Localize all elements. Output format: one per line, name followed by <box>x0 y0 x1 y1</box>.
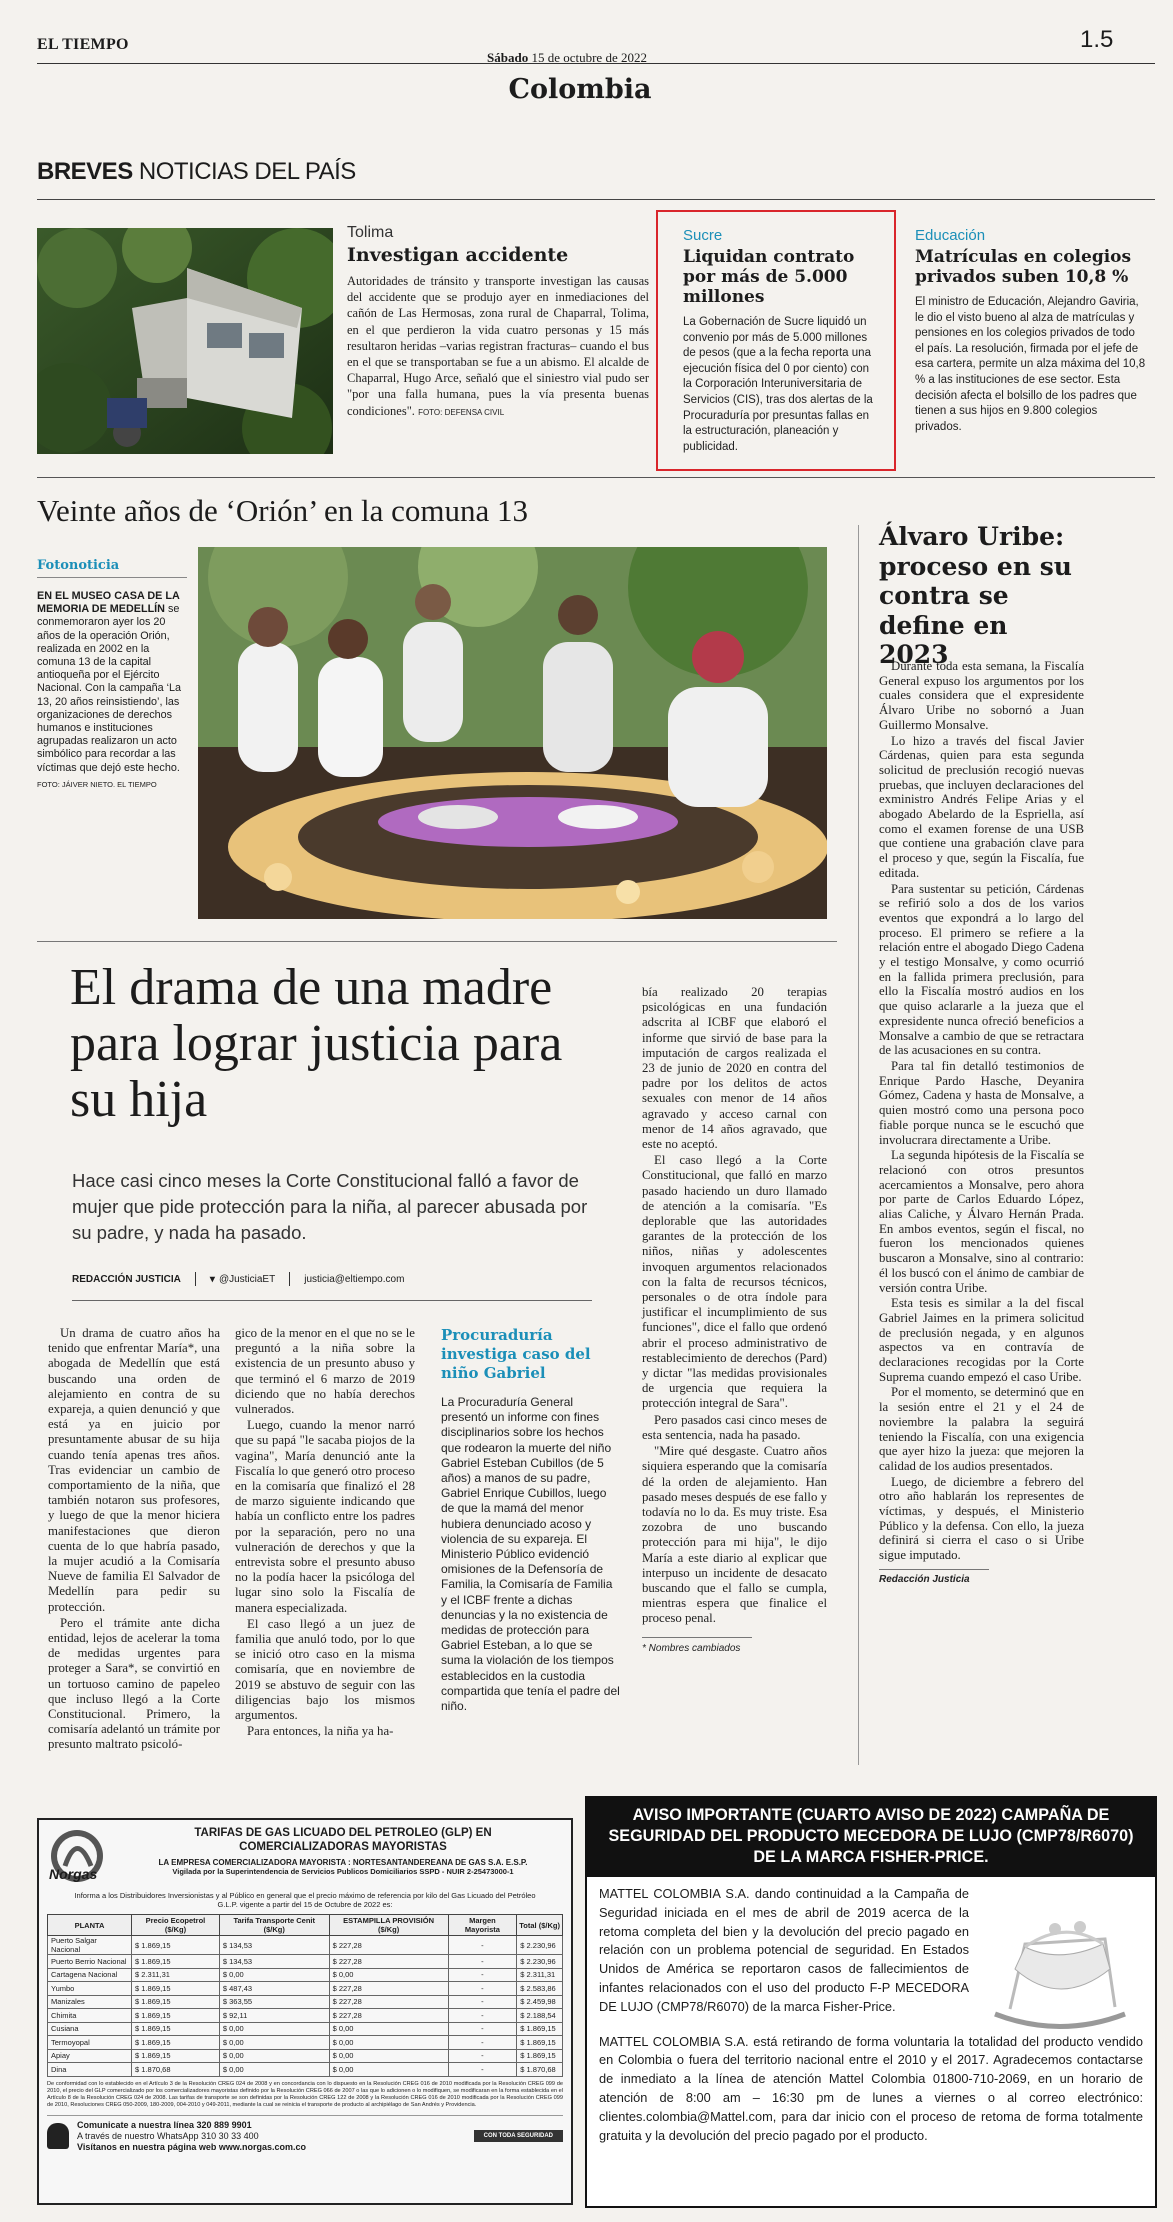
gas-column-header: Tarifa Transporte Cenit ($/Kg) <box>219 1915 329 1936</box>
drama-byline <box>72 1272 404 1286</box>
table-cell: - <box>448 1968 517 1982</box>
fotonoticia-label: Fotonoticia <box>37 558 187 578</box>
table-row <box>48 1955 563 1969</box>
breves-bold: BREVES <box>37 158 133 185</box>
section-title: Colombia <box>508 74 652 105</box>
drama-paragraph: El caso llegó a un juez de familia que anuló todo, por lo que se inició otro caso en la misma comisaría, que en noviembre de 2019 se abstuvo de seguir con las diligencias bajo los mismos argumentos. <box>235 1616 415 1723</box>
twitter-icon: ▾ <box>209 1273 215 1285</box>
table-cell: $ 1.869,15 <box>132 2022 220 2036</box>
table-cell: $ 1.869,15 <box>132 1982 220 1996</box>
table-cell: $ 1.869,15 <box>132 2036 220 2050</box>
uribe-body <box>879 659 1084 1588</box>
mattel-ad <box>585 1796 1157 2208</box>
table-cell: - <box>448 1995 517 2009</box>
date-text: 15 de octubre de 2022 <box>531 50 647 65</box>
table-cell: $ 1.869,15 <box>517 2022 563 2036</box>
table-cell: $ 1.870,68 <box>517 2063 563 2077</box>
table-row <box>48 1968 563 1982</box>
table-row <box>48 2036 563 2050</box>
table-cell: Termoyopal <box>48 2036 132 2050</box>
table-cell: - <box>448 1936 517 1955</box>
gas-ad <box>37 1818 573 2205</box>
table-cell: $ 134,53 <box>219 1955 329 1969</box>
gas-column-header: PLANTA <box>48 1915 132 1936</box>
table-row <box>48 1936 563 1955</box>
drama-col4 <box>642 985 827 1656</box>
table-cell: - <box>448 2022 517 2036</box>
table-cell: Puerto Salgar Nacional <box>48 1936 132 1955</box>
brief-tolima <box>347 224 649 421</box>
breves-rule <box>37 199 1155 200</box>
table-cell: $ 0,00 <box>219 2036 329 2050</box>
brief-sucre <box>683 227 878 455</box>
divider <box>37 477 1155 478</box>
drama-col1 <box>48 1326 220 1754</box>
table-cell: $ 2.230,96 <box>517 1936 563 1955</box>
table-row <box>48 2049 563 2063</box>
uribe-paragraph: La segunda hipótesis de la Fiscalía se relacionó con otros presuntos acercamientos a Monsalve, pero ahora por parte de Carlos Eduardo López, alias Caliche, y Álvaro Hernán Prada. En ambos eventos, según el fiscal, no fueron los mencionados quienes buscaron a Monsalve, sino al contrario: él los buscó con el ánimo de cambiar de versión contra Uribe. <box>879 1148 1084 1295</box>
breves-rest: NOTICIAS DEL PAÍS <box>138 158 356 185</box>
table-cell: Cartagena Nacional <box>48 1968 132 1982</box>
phone-icon <box>47 2123 69 2149</box>
norgas-logo <box>47 1826 117 1886</box>
table-cell: - <box>448 1955 517 1969</box>
brief-section: Educación <box>915 227 986 244</box>
gas-company: LA EMPRESA COMERCIALIZADORA MAYORISTA : NORTESANTANDEREANA DE GAS S.A. E.S.P. <box>158 1858 528 1867</box>
table-cell: Manizales <box>48 1995 132 2009</box>
table-cell: $ 2.459,98 <box>517 1995 563 2009</box>
norgas-brand: Norgas <box>49 1866 98 1882</box>
page-number: 1.5 <box>1080 26 1114 53</box>
table-cell: $ 0,00 <box>329 2036 448 2050</box>
table-row <box>48 2009 563 2023</box>
table-cell: $ 1.869,15 <box>517 2049 563 2063</box>
uribe-paragraph: Lo hizo a través del fiscal Javier Cárdenas, quien para esta segunda solicitud de preclusión recogió nuevas pruebas, que incluyen declaraciones del exministro Andrés Felipe Arias y el abogado Abelardo de la Espriella, así como el examen forense de una USB que contiene una grabación clave para el proceso y que, según la Fiscalía, fue editada. <box>879 733 1084 880</box>
safety-stamp: CON TODA SEGURIDAD <box>474 2130 563 2142</box>
sidebar-body: La Procuraduría General presentó un informe con fines disciplinarios sobre los hechos que rodearon la muerte del niño Gabriel Esteban Cubillos (de 5 años) a manos de su padre, Gabriel Enrique Cubillos, luego de que la mamá del menor hubiera denunciado acoso y violencia de su expareja. El Ministerio Público evidenció omisiones de la Defensoría de Familia, la Comisaría de Familia y el ICBF frente a dichas denuncias y la no existencia de medidas de protección para Gabriel Esteban, a lo que se suma la violación de los tiempos establecidos en la custodia compartida que tenía el padre del niño. <box>441 1395 620 1714</box>
table-cell: $ 2.311,31 <box>517 1968 563 1982</box>
accident-photo <box>37 228 333 454</box>
orion-headline: Veinte años de ‘Orión’ en la comuna 13 <box>37 493 528 528</box>
byline-rule <box>72 1300 592 1301</box>
drama-paragraph: Pero pasados casi cinco meses de esta sentencia, nada ha pasado. <box>642 1412 827 1442</box>
contact-web[interactable]: Visítanos en nuestra página web www.norgas.com.co <box>77 2141 307 2152</box>
drama-paragraph: Un drama de cuatro años ha tenido que enfrentar María*, una abogada de Medellín que está buscando una orden de alejamiento en contra de su expareja, a quien denunció y que está ya en juicio por presuntamente abusar de su hija cuando tenía apenas tres años. Tras evidenciar un cambio de comportamiento de la niña, que también notaron sus profesores, y luego de que la menor hiciera manifestaciones que dieron cuenta de lo que habría pasado, la mujer acudió a la Comisaría Nueve de familia El Salvador de Medellín para pedir su protección. <box>48 1326 220 1614</box>
uribe-paragraph: Esta tesis es similar a la del fiscal Gabriel Jaimes en la primera solicitud de preclusión negada, y en algunos aspectos va en contravía de declaraciones recogidas por la Corte Suprema cuando empezó el caso Uribe. <box>879 1296 1084 1384</box>
table-cell: $ 227,28 <box>329 1995 448 2009</box>
table-row <box>48 1982 563 1996</box>
drama-paragraph: Luego, cuando la menor narró que su papá "le sacaba piojos de la vagina", María denunció ante la Fiscalía lo que generó otro proceso en la comisaría que finalizó el 28 de marzo siguiente indicando que había un conflicto entre los padres por la separación, pero no una vulneración de derechos y que la entrevista sobre el presunto abuso no la podía hacer la psicóloga del lugar sino solo la Fiscalía de manera especializada. <box>235 1418 415 1615</box>
table-cell: $ 0,00 <box>219 2063 329 2077</box>
photo-credit: FOTO: JÁIVER NIETO. EL TIEMPO <box>37 779 157 789</box>
drama-paragraph: Pero el trámite ante dicha entidad, lejos de acelerar la toma de medidas urgentes para proteger a Sara*, se convirtió en un tortuoso camino de papeleo que incluso llegó a la Corte Constitucional. Primero, la comisaría adelantó un trámite por presunto maltrato psicoló- <box>48 1615 220 1752</box>
table-cell: $ 227,28 <box>329 2009 448 2023</box>
table-cell: $ 134,53 <box>219 1936 329 1955</box>
table-cell: $ 1.869,15 <box>517 2036 563 2050</box>
table-cell: $ 0,00 <box>219 1968 329 1982</box>
table-cell: Yumbo <box>48 1982 132 1996</box>
table-cell: $ 2.583,86 <box>517 1982 563 1996</box>
gas-column-header: Margen Mayorista <box>448 1915 517 1936</box>
table-row <box>48 2022 563 2036</box>
uribe-paragraph: Durante toda esta semana, la Fiscalía General expuso los argumentos por los cuales considera que el expresidente Álvaro Uribe no sobornó a Juan Guillermo Monsalve. <box>879 659 1084 732</box>
drama-headline: El drama de una madre para lograr justicia para su hija <box>70 959 563 1128</box>
uribe-paragraph: Para tal fin detalló testimonios de Enrique Pardo Hasche, Deyanira Gómez, Cadena y hasta de Monsalve, a quien mostró como una persona poco fiable porque nunca se le escuchó que involucrara directamente a Uribe. <box>879 1058 1084 1147</box>
table-cell: Chimita <box>48 2009 132 2023</box>
brief-title: Matrículas en colegios privados suben 10,8 % <box>915 247 1132 287</box>
drama-deck: Hace casi cinco meses la Corte Constitucional falló a favor de mujer que pide protección para la niña, al parecer abusada por su padre, y nada ha pasado. <box>72 1170 588 1243</box>
caption-body: se conmemoraron ayer los 20 años de la operación Orión, realizada en 2002 en la comuna 13 de la capital antioqueña por el Ejército Nacional. Con la campaña ‘La 13, 20 años reinsistiendo’, las organizaciones de derechos humanos e instituciones agrupadas realizaron un acto simbólico para recordar a las víctimas que dejó este hecho. <box>37 603 182 774</box>
table-cell: $ 0,00 <box>329 2063 448 2077</box>
table-row <box>48 1995 563 2009</box>
gas-table <box>47 1914 563 2077</box>
drama-col2 <box>235 1326 415 1740</box>
drama-paragraph: bía realizado 20 terapias psicológicas en una fundación adscrita al ICBF que elaboró el informe que sirvió de base para la imputación de cargos realizada el 23 de junio de 2020 en contra del padre por los delitos de actos sexuales con menor de 14 años agravado y acceso carnal con menor de 14 años agravado, que este no aceptó. <box>642 985 827 1152</box>
table-cell: $ 0,00 <box>219 2049 329 2063</box>
mattel-paragraph-2: MATTEL COLOMBIA S.A. está retirando de forma voluntaria la totalidad del producto vendido en Colombia o fuera del territorio nacional entre el 2010 y el 2017. Agradecemos contactarse de inmediato a la línea de atención Mattel Colombia 01800-710-2069, en un horario de atención de 8:00 am – 16:30 pm de lunes a viernes o al correo electrónico: clientes.colombia@Mattel.com, para dar inicio con el proceso de retoma de forma totalmente gratuita y la devolución del precio pagado por el producto. <box>599 2033 1143 2143</box>
gas-column-header: Total ($/Kg) <box>517 1915 563 1936</box>
table-cell: $ 1.869,15 <box>132 1936 220 1955</box>
caption-lead: EN EL MUSEO CASA DE LA MEMORIA DE MEDELLÍN <box>37 590 180 616</box>
brief-educacion <box>915 227 1147 435</box>
table-cell: Cusiana <box>48 2022 132 2036</box>
brief-section: Tolima <box>347 224 394 241</box>
divider <box>37 941 837 942</box>
table-cell: $ 227,28 <box>329 1936 448 1955</box>
table-cell: - <box>448 1982 517 1996</box>
table-cell: Puerto Berrio Nacional <box>48 1955 132 1969</box>
contact-whatsapp: A través de nuestro WhatsApp 310 30 33 400 <box>77 2130 259 2141</box>
table-cell: $ 227,28 <box>329 1982 448 1996</box>
table-cell: - <box>448 2049 517 2063</box>
mattel-paragraph-1: MATTEL COLOMBIA S.A. dando continuidad a la Campaña de Seguridad iniciada en el mes de abril de 2019 acerca de la retoma completa del bien y la devolución del precio pagado en relación con un problema potencial de seguridad. En Estados Unidos de América se reportaron casos de fallecimientos de infantes relacionados con el uso del producto F-P MECEDORA DE LUJO (CMP78/R6070) de la marca Fisher-Price. <box>599 1886 969 2014</box>
orion-caption <box>37 558 187 789</box>
brief-section: Sucre <box>683 227 723 244</box>
table-row <box>48 2063 563 2077</box>
table-cell: $ 487,43 <box>219 1982 329 1996</box>
brief-body: El ministro de Educación, Alejandro Gaviria, le dio el visto bueno al alza de matrículas y pensiones en los colegios privados de todo el país. La resolución, firmada por el jefe de esa cartera, permite un alza máxima del 10,8 % a las instituciones de ese sector. Esta decisión afecta el bolsillo de los padres que tienen a sus hijos en 9.800 colegios privados. <box>915 296 1146 433</box>
uribe-column-rule <box>858 525 859 1765</box>
brief-body: Autoridades de tránsito y transporte investigan las causas del accidente que se produjo ayer en inmediaciones del cañón de Las Hermosas, zona rural de Chaparral, Tolima, en el que perdieron la vida cuatro personas y 15 más resultaron heridas –varias registran fracturas– cuando el bus en el que se transportaban se fue a un abismo. El alcalde de Chaparral, Hugo Arce, señaló que el siniestro vial pudo ser "por una falla humana, pues la vía presenta buenas condiciones". <box>347 274 649 418</box>
orion-photo <box>198 547 827 919</box>
drama-paragraph: "Mire qué desgaste. Cuatro años siquiera esperando que la comisaría dé la orden de alejamiento. Han pasado meses después de ese fallo y todavía no lo da. Es muy triste. Esa zozobra de uno buscando protección para mi hija", le dijo María a este diario al explicar que interpuso un incidente de desacato buscando que el fallo se cumpla, mientras espera que finalice el proceso penal. <box>642 1444 827 1626</box>
byline-author: REDACCIÓN JUSTICIA <box>72 1273 181 1285</box>
gas-footnote: De conformidad con lo establecido en el Artículo 3 de la Resolución CREG 024 de 2008 y en concordancia con lo dispuesto en la Resolución CREG 016 de 2010 modificada por la Resolución CREG 099 de 2010, el precio del GLP comercializado por los comercializadores mayoristas definido por la Resolución CREG 066 de 2007 o las que lo adicionen o lo modifiquen, se modificaran en la forma establecida en el Artículo 8 de la Resolución CREG 024 de 2008. Las tarifas de transporte se son definidas por la Resolución CREG 122 de 2008 y la Resolución CREG 016 de 2010 modificada por la Resolución CREG 099 de 2010, Resoluciones CREG 050-2009, 180-2009, 004-2010 y 049-2011, mediante la cual se reinicia el transporte de producto al archipiélago de San Andrés y Providencia. <box>47 2080 563 2108</box>
photo-credit: FOTO: DEFENSA CIVIL <box>418 407 505 417</box>
uribe-headline: Álvaro Uribe: proceso en su contra se define en 2023 <box>879 522 1072 669</box>
uribe-signature: Redacción Justicia <box>879 1569 989 1588</box>
brief-title: Liquidan contrato por más de 5.000 millones <box>683 247 855 307</box>
table-cell: $ 1.869,15 <box>132 1995 220 2009</box>
breves-label <box>37 158 356 186</box>
gas-column-header: ESTAMPILLA PROVISIÓN ($/Kg) <box>329 1915 448 1936</box>
rocker-image <box>985 1899 1135 2039</box>
table-cell: $ 0,00 <box>329 2049 448 2063</box>
uribe-paragraph: Luego, de diciembre a febrero del otro año hablarán los representes de víctimas, y después, el Ministerio Público y la defensa. Con ello, la jueza definirá si cierra el caso o si Uribe sigue imputado. <box>879 1474 1084 1563</box>
drama-note: * Nombres cambiados <box>642 1637 752 1656</box>
table-cell: $ 1.869,15 <box>132 2049 220 2063</box>
byline-email[interactable]: justicia@eltiempo.com <box>304 1273 405 1285</box>
table-cell: $ 0,00 <box>219 2022 329 2036</box>
table-cell: $ 92,11 <box>219 2009 329 2023</box>
table-cell: $ 2.188,54 <box>517 2009 563 2023</box>
table-cell: Dina <box>48 2063 132 2077</box>
gas-title: TARIFAS DE GAS LICUADO DEL PETROLEO (GLP) EN COMERCIALIZADORAS MAYORISTAS <box>194 1827 492 1853</box>
table-cell: $ 0,00 <box>329 1968 448 1982</box>
sidebar-title: Procuraduría investiga caso del niño Gabriel <box>441 1326 591 1382</box>
procuraduria-sidebar <box>441 1326 621 1714</box>
gas-supervised: Vigilada por la Superintendencia de Servicios Publicos Domiciliarios SSPD - NUIR 2-25473000-1 <box>172 1867 514 1876</box>
table-cell: $ 2.230,96 <box>517 1955 563 1969</box>
table-cell: $ 0,00 <box>329 2022 448 2036</box>
drama-paragraph: El caso llegó a la Corte Constitucional, que falló en marzo pasado haciendo un duro llamado de atención a la comisaría. "Es deplorable que las autoridades garantes de la protección de los niños, niñas y adolescentes invoquen argumentos relacionados con la falta de recursos técnicos, personales o de otra índole para justificar el incumplimiento de sus funciones", dice el fallo que ordenó abrir el proceso administrativo de restablecimiento de derechos (Pard) y dictar "las medidas provisionales de urgencia que requiera la protección integral de Sara". <box>642 1153 827 1411</box>
byline-twitter[interactable]: @JusticiaET <box>218 1273 276 1285</box>
table-cell: - <box>448 2036 517 2050</box>
table-cell: - <box>448 2063 517 2077</box>
table-cell: $ 1.869,15 <box>132 1955 220 1969</box>
brief-title: Investigan accidente <box>347 244 569 266</box>
table-cell: $ 1.869,15 <box>132 2009 220 2023</box>
gas-column-header: Precio Ecopetrol ($/Kg) <box>132 1915 220 1936</box>
mattel-title: AVISO IMPORTANTE (CUARTO AVISO DE 2022) CAMPAÑA DE SEGURIDAD DEL PRODUCTO MECEDORA DE LUJO (CMP78/R6070) DE LA MARCA FISHER-PRICE. <box>587 1798 1155 1877</box>
header-rule <box>37 63 1155 64</box>
contact-phone: Comunicate a nuestra línea 320 889 9901 <box>77 2119 252 2130</box>
brief-body: La Gobernación de Sucre liquidó un convenio por más de 5.000 millones de pesos (que a la fecha reporta una ejecución física del 0 por ciento) con la Corporación Interuniversitaria de Servicios (CIS), tras dos alertas de la Procuraduría por presuntas fallas en la estructuración, planeación y publicidad. <box>683 316 873 453</box>
table-cell: $ 227,28 <box>329 1955 448 1969</box>
uribe-paragraph: Para sustentar su petición, Cárdenas se refirió solo a dos de los varios eventos que expondrá a lo largo del proceso. El primero se refiere a la relación entre el abogado Diego Cadena y el testigo Monsalve, y como ocurrió en la fallida primera preclusión, para ello la Fiscalía mostró audios en los que quiso aclararle a la jueza que el expresidente nunca ofreció beneficios a Monsalve a cambio de que se retractara de las acusaciones en su contra. <box>879 881 1085 1058</box>
table-cell: $ 363,55 <box>219 1995 329 2009</box>
uribe-paragraph: Por el momento, se determinó que en la sesión entre el 21 y el 24 de noviembre la palabra la seguirá teniendo la Fiscalía, con una exigencia que ayer hizo la jueza: que mejoren la calidad de los audios presentados. <box>879 1385 1084 1473</box>
masthead-paper: EL TIEMPO <box>37 36 129 53</box>
table-cell: Apiay <box>48 2049 132 2063</box>
table-cell: - <box>448 2009 517 2023</box>
table-cell: $ 2.311,31 <box>132 1968 220 1982</box>
date-day: Sábado <box>487 50 529 65</box>
table-cell: $ 1.870,68 <box>132 2063 220 2077</box>
drama-paragraph: Para entonces, la niña ya ha- <box>247 1724 394 1739</box>
drama-paragraph: gico de la menor en el que no se le preguntó a la niña sobre la existencia de un presunto abuso y que terminó el 6 marzo de 2019 diciendo que no había derechos vulnerados. <box>235 1326 415 1417</box>
gas-intro: Informa a los Distribuidores Inversionistas y al Público en general que el precio máximo de referencia por kilo del Gas Licuado del Petróleo G.L.P. vigente a partir del 15 de Octubre de 2022 es: <box>74 1891 536 1909</box>
